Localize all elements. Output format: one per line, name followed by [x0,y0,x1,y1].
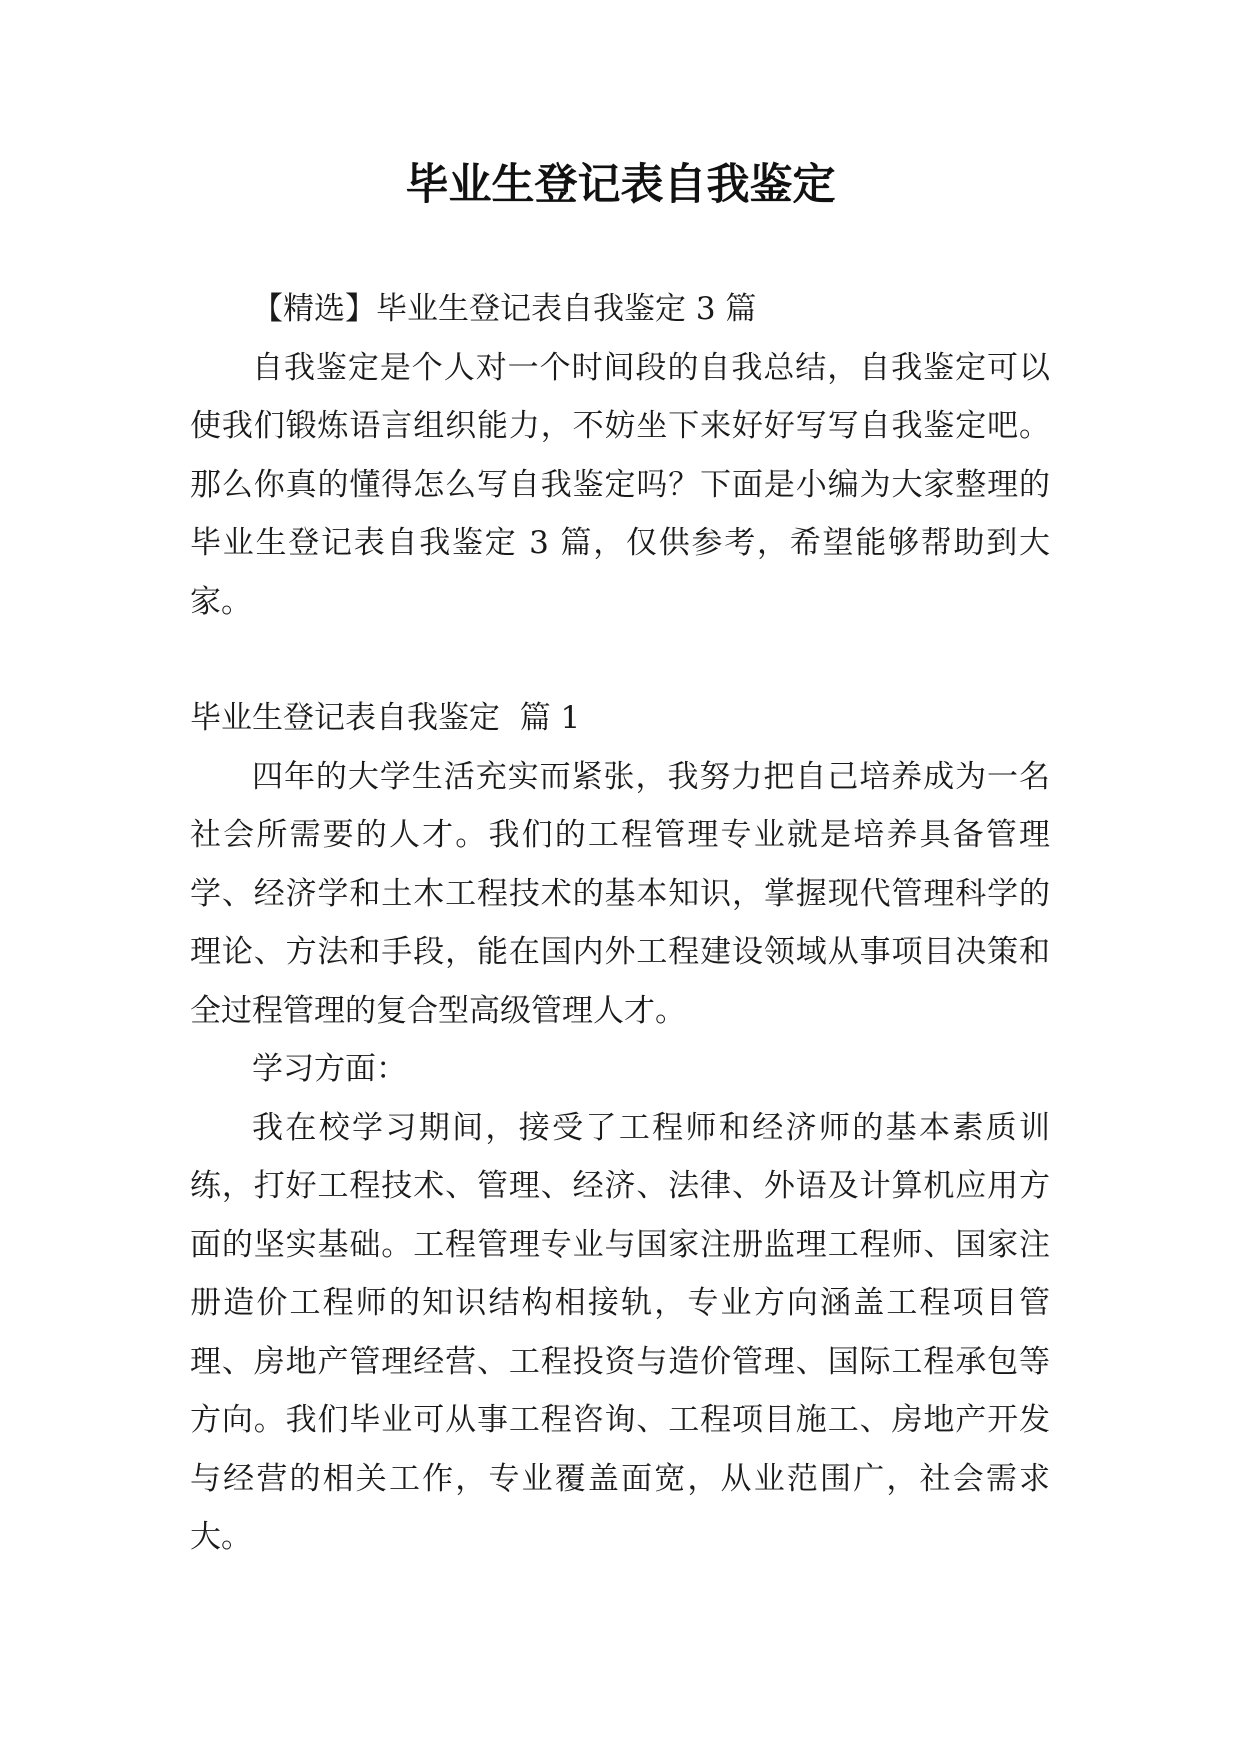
document-body [190,280,1050,1567]
section-1-heading: 毕业生登记表自我鉴定 篇 1 [190,700,581,736]
document-title: 毕业生登记表自我鉴定 [405,160,836,210]
section-1-paragraph-1: 四年的大学生活充实而紧张，我努力把自己培养成为一名社会所需要的人才。我们的工程管理专业就是培养具备管理学、经济学和土木工程技术的基本知识，掌握现代管理科学的理论、方法和手段，能在国内外工程建设领域从事项目决策和全过程管理的复合型高级管理人才。 [190,758,1050,1029]
intro-paragraph: 自我鉴定是个人对一个时间段的自我总结，自我鉴定可以使我们锻炼语言组织能力，不妨坐下来好好写写自我鉴定吧。那么你真的懂得怎么写自我鉴定吗？下面是小编为大家整理的毕业生登记表自我鉴定 3 篇，仅供参考，希望能够帮助到大家。 [190,349,1050,620]
intro-heading: 【精选】毕业生登记表自我鉴定 3 篇 [252,291,757,327]
section-1-subheading: 学习方面： [252,1051,407,1087]
section-1-paragraph-2: 我在校学习期间，接受了工程师和经济师的基本素质训练，打好工程技术、管理、经济、法律、外语及计算机应用方面的坚实基础。工程管理专业与国家注册监理工程师、国家注册造价工程师的知识结构相接轨，专业方向涵盖工程项目管理、房地产管理经营、工程投资与造价管理、国际工程承包等方向。我们毕业可从事工程咨询、工程项目施工、房地产开发与经营的相关工作，专业覆盖面宽，从业范围广，社会需求大。 [190,1109,1050,1555]
